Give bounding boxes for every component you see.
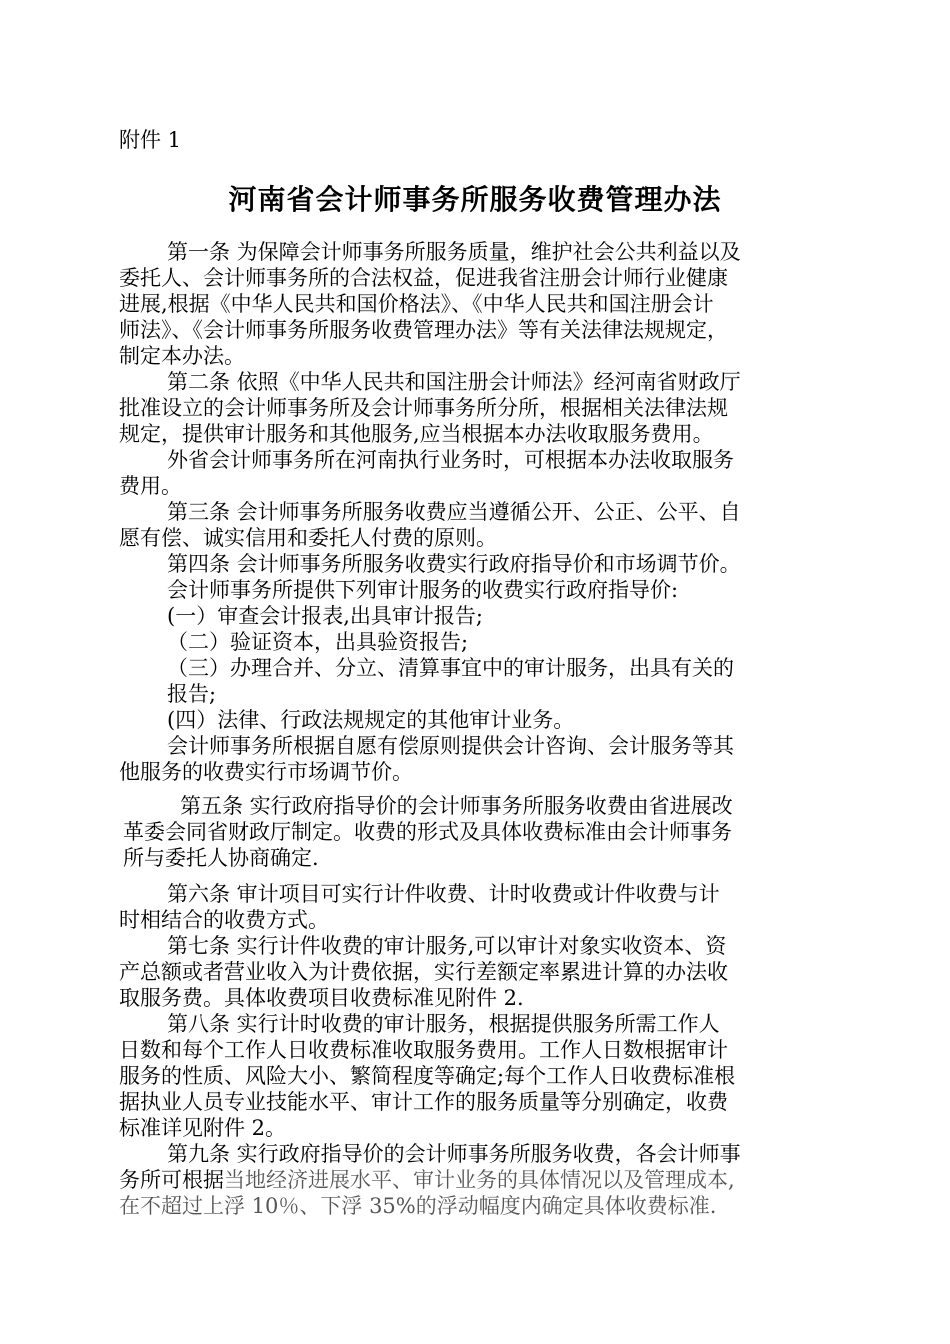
- article-4-line: 第四条 会计师事务所服务收费实行政府指导价和市场调节价。: [167, 552, 741, 576]
- article-7-line: 产总额或者营业收入为计费依据，实行差额定率累进计算的办法收: [119, 960, 728, 984]
- article-4-item: （三）办理合并、分立、清算事宜中的审计服务，出具有关的: [167, 656, 734, 680]
- article-2-line: 批准设立的会计师事务所及会计师事务所分所，根据相关法律法规: [119, 396, 728, 420]
- attachment-label: 附件 1: [119, 128, 182, 152]
- article-5-line: 所与委托人协商确定.: [123, 846, 319, 870]
- article-4-item: (四）法律、行政法规规定的其他审计业务。: [167, 708, 575, 732]
- article-1-line: 制定本办法。: [119, 344, 245, 368]
- article-4-line: 他服务的收费实行市场调节价。: [119, 760, 413, 784]
- article-2-line: 第二条 依照《中华人民共和国注册会计师法》经河南省财政厅: [167, 370, 741, 394]
- article-9-segment-gray: 当地经济进展水平、审计业务的具体情况以及管理成本,: [224, 1168, 735, 1192]
- article-9-segment: 务所可根据: [119, 1168, 224, 1192]
- article-8-line: 第八条 实行计时收费的审计服务，根据提供服务所需工作人: [167, 1012, 720, 1036]
- article-5-line: 第五条 实行政府指导价的会计师事务所服务收费由省进展改: [180, 794, 733, 818]
- article-7-line: 第七条 实行计件收费的审计服务,可以审计对象实收资本、资: [167, 934, 727, 958]
- article-8-line: 日数和每个工作人日收费标准收取服务费用。工作人日数根据审计: [119, 1038, 728, 1062]
- article-6-line: 时相结合的收费方式。: [119, 908, 329, 932]
- article-6-line: 第六条 审计项目可实行计件收费、计时收费或计件收费与计: [167, 882, 720, 906]
- article-4-line: 会计师事务所根据自愿有偿原则提供会计咨询、会计服务等其: [167, 734, 734, 758]
- article-1-line: 委托人、会计师事务所的合法权益，促进我省注册会计师行业健康: [119, 266, 728, 290]
- article-9-line: 第九条 实行政府指导价的会计师事务所服务收费，各会计师事: [167, 1142, 741, 1166]
- article-9-line: [119, 1168, 735, 1192]
- article-1-line: 师法》、《会计师事务所服务收费管理办法》等有关法律法规规定，: [119, 318, 728, 342]
- article-3-line: 愿有偿、诚实信用和委托人付费的原则。: [119, 526, 497, 550]
- article-1-line: 第一条 为保障会计师事务所服务质量，维护社会公共利益以及: [167, 240, 741, 264]
- article-8-line: 服务的性质、风险大小、繁简程度等确定;每个工作人日收费标准根: [119, 1064, 736, 1088]
- article-8-line: 据执业人员专业技能水平、审计工作的服务质量等分别确定，收费: [119, 1090, 728, 1114]
- article-8-line: 标准详见附件 2。: [119, 1116, 287, 1140]
- article-2-line: 费用。: [119, 474, 182, 498]
- article-7-line: 取服务费。具体收费项目收费标准见附件 2.: [119, 986, 524, 1010]
- article-1-line: 进展,根据《中华人民共和国价格法》、《中华人民共和国注册会计: [119, 292, 714, 316]
- article-4-line: 会计师事务所提供下列审计服务的收费实行政府指导价:: [167, 578, 679, 602]
- article-4-item: （二）验证资本，出具验资报告;: [167, 630, 469, 654]
- article-2-line: 外省会计师事务所在河南执行业务时，可根据本办法收取服务: [167, 448, 734, 472]
- article-3-line: 第三条 会计师事务所服务收费应当遵循公开、公正、公平、自: [167, 500, 741, 524]
- document-title: 河南省会计师事务所服务收费管理办法: [228, 183, 722, 216]
- article-9-line: 在不超过上浮 10％、下浮 35%的浮动幅度内确定具体收费标准.: [119, 1194, 717, 1218]
- article-2-line: 规定，提供审计服务和其他服务,应当根据本办法收取服务费用。: [119, 422, 714, 446]
- article-4-item: (一）审查会计报表,出具审计报告;: [167, 604, 483, 628]
- article-5-line: 革委会同省财政厅制定。收费的形式及具体收费标准由会计师事务: [123, 820, 732, 844]
- article-4-item: 报告;: [167, 682, 217, 706]
